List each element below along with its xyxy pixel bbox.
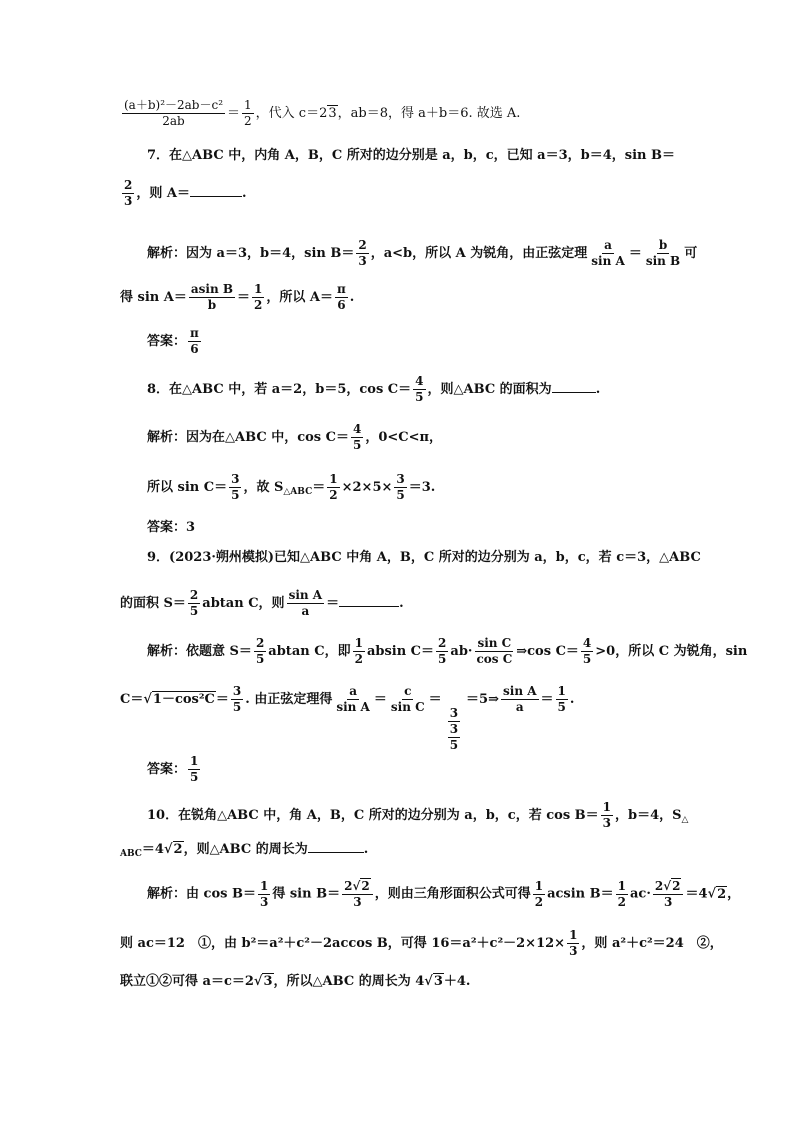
solution-8: 解析：因为在△ABC 中，cos C＝ $\frac{4}{5}$ ，0<C<π， xyxy=(147,422,443,452)
answer-blank[interactable] xyxy=(190,182,242,197)
solution-10-line2: 则 ac＝12 ①，由 b²＝a²＋c²－2accos B，可得 16＝a²＋c²－2×12× $\frac{1}{3}$ ，则 a²＋c²＝24 ②， xyxy=(120,928,723,958)
question-10-cont: $_{ABC}$＝4√2，则△ABC 的周长为 . xyxy=(120,838,368,864)
solution-10-line3: 联立①②可得 a＝c＝2√3，所以△ABC 的周长为 4√3＋4. xyxy=(120,974,471,989)
question-7: 7．在△ABC 中，内角 A，B，C 所对的边分别是 a，b，c，已知 a＝3，b＝4，sin B＝ xyxy=(147,148,676,163)
sqrt: 3 xyxy=(328,106,337,121)
answer-blank[interactable] xyxy=(308,838,364,853)
answer-blank[interactable] xyxy=(552,378,596,393)
answer-9: 答案： $\frac{1}{5}$ xyxy=(147,754,199,784)
question-9: 9．(2023·朔州模拟)已知△ABC 中角 A，B，C 所对的边分别为 a，b，c，若 c＝3，△ABC xyxy=(147,550,701,565)
prev-solution-tail: $\frac{\text{(a＋b)²－2ab－c²}}{2ab}$ ＝ $\frac{1}{2}$ ，代入 c＝23，ab＝8，得 a＋b＝6. 故选 A. xyxy=(124,98,521,128)
solution-7-line2: 得 sin A＝ $\frac{\text{asin B}}{b}$ ＝ $\frac{1}{2}$ ，所以 A＝ $\frac{\pi}{6}$ . xyxy=(120,282,355,312)
fraction: $\frac{\text{(a＋b)²－2ab－c²}}{2ab}$ xyxy=(124,98,224,128)
solution-10: 解析：由 cos B＝ $\frac{1}{3}$ 得 sin B＝ $\frac{2√2}{3}$ ，则由三角形面积公式可得 $\frac{1}{2}$ acsin B＝ $\frac{1}{2}$ ac· $\frac{2√2}{3}$ ＝4√2， xyxy=(147,878,741,909)
answer-7: 答案： $\frac{\pi}{6}$ xyxy=(147,326,199,356)
solution-9: 解析：依题意 S＝ $\frac{2}{5}$ abtan C，即 $\frac{1}{2}$ absin C＝ $\frac{2}{5}$ ab· $\frac{\text{sin C}}{\text{cos C}}$ ⇒cos C＝ $\frac{4}{5}$ >0，所以 C 为锐角，sin xyxy=(147,636,748,666)
answer-blank[interactable] xyxy=(339,592,399,607)
answer-8: 答案：3 xyxy=(147,520,196,535)
question-9-cont: 的面积 S＝ $\frac{2}{5}$ abtan C，则 $\frac{\text{sin A}}{a}$ ＝ . xyxy=(120,588,404,618)
question-7-cont: $\frac{2}{3}$ ，则 A＝ . xyxy=(124,178,247,208)
solution-7: 解析：因为 a＝3，b＝4，sin B＝ $\frac{2}{3}$ ，a<b，所以 A 为锐角，由正弦定理 $\frac{a}{\text{sin A}}$ ＝ $\frac{b}{\text{sin B}}$ 可 xyxy=(147,238,698,268)
question-10: 10．在锐角△ABC 中，角 A，B，C 所对的边分别为 a，b，c，若 cos B＝ $\frac{1}{3}$ ，b＝4，$S_\triangle$ xyxy=(147,800,689,830)
solution-8-line2: 所以 sin C＝ $\frac{3}{5}$ ，故 $S_{\triangle ABC}=$ $\frac{1}{2}$ ×2×5× $\frac{3}{5}$ ＝3. xyxy=(147,472,436,502)
question-8: 8．在△ABC 中，若 a＝2，b＝5，cos C＝ $\frac{4}{5}$ ，则△ABC 的面积为 . xyxy=(147,374,601,404)
solution-9-line2: C＝√1－cos²C＝ $\frac{3}{5}$ . 由正弦定理得 $\frac{a}{\text{sin A}}$ ＝ $\frac{c}{\text{sin C}}$ ＝ $\frac{3}{\frac{3}{5}}$ ＝5⇒ $\frac{\text{sin A}}{a}$ ＝ $\frac{1}{5}$ . xyxy=(120,684,575,752)
